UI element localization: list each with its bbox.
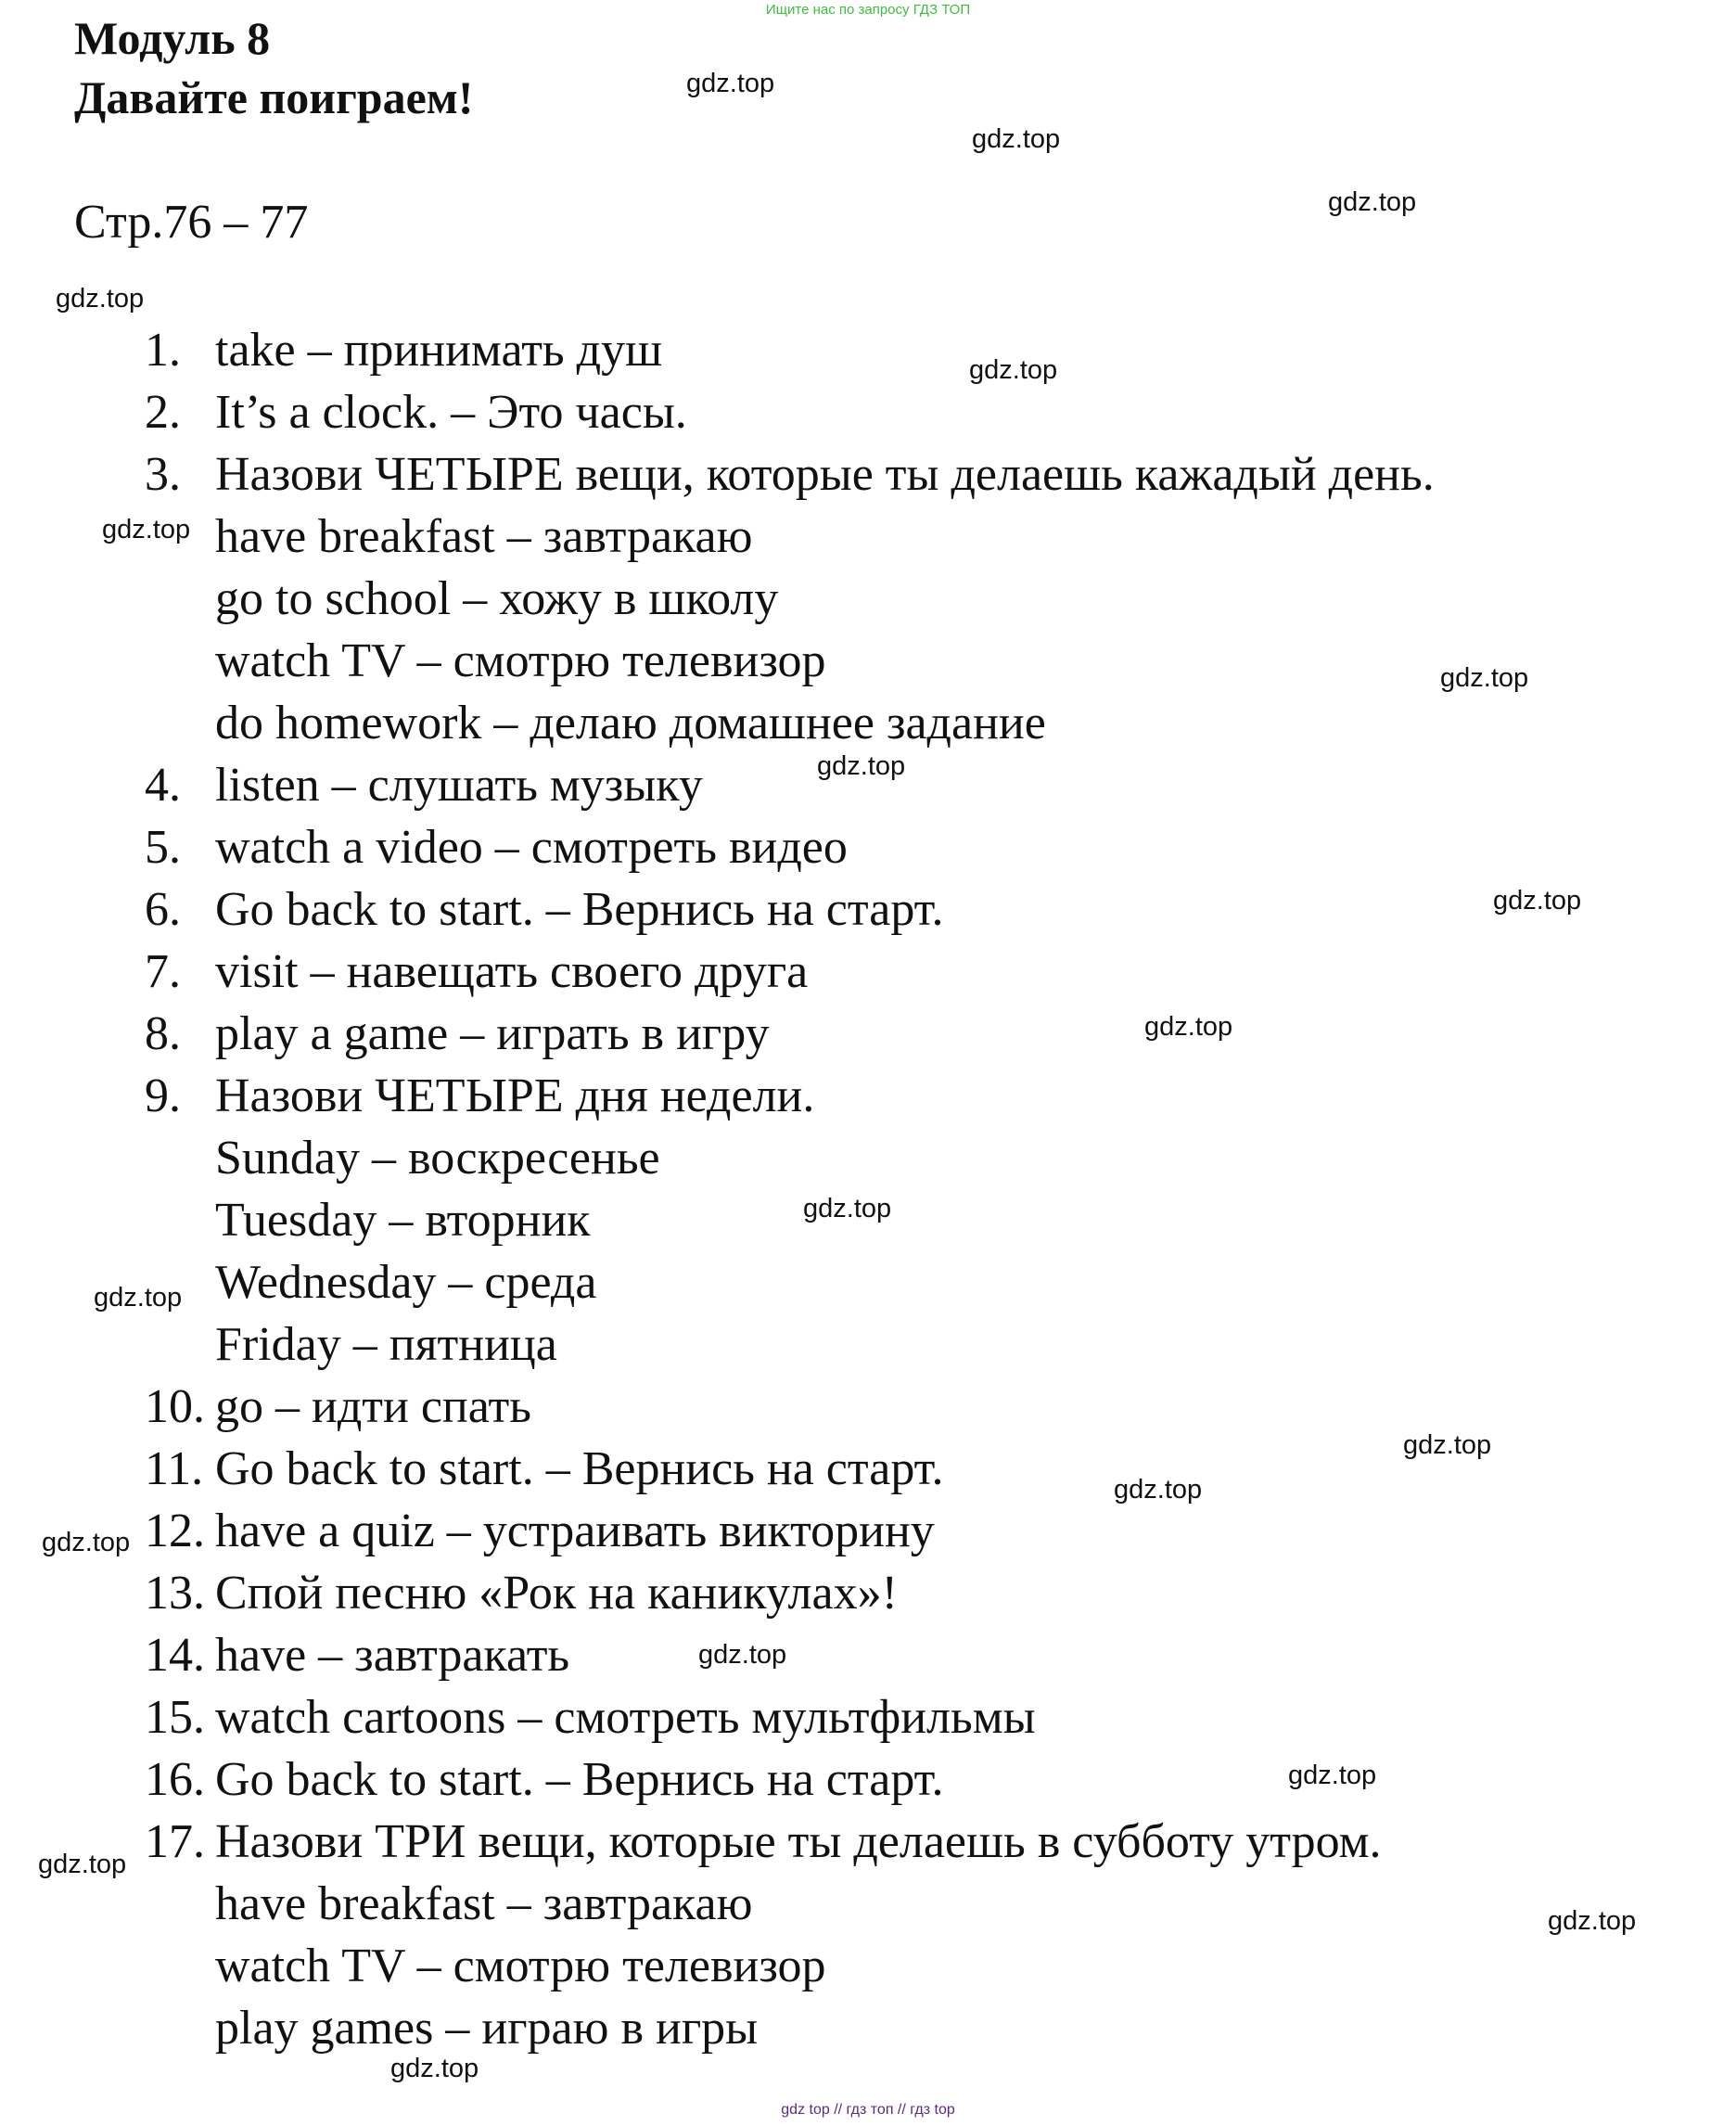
item-number: 5. [145,821,181,874]
item-text: go to school – хожу в школу [215,572,779,625]
list-item [145,448,1435,501]
item-text: play games – играю в игры [215,2002,759,2055]
watermark: gdz.top [969,355,1058,385]
watermark: gdz.top [38,1850,127,1879]
list-item [145,1942,826,1991]
item-text: Sunday – воскресенье [215,1132,660,1185]
item-number: 4. [145,759,181,812]
item-text: have a quiz – устраивать викторину [215,1505,935,1557]
item-text: Go back to start. – Вернись на старт. [215,883,944,936]
item-text: watch TV – смотрю телевизор [215,634,826,687]
module-subtitle: Давайте поиграем! [74,71,474,123]
item-text: go – идти спать [215,1380,531,1433]
watermark: gdz.top [803,1194,892,1223]
item-number: 16. [145,1753,205,1806]
item-number: 3. [145,448,181,501]
watermark: gdz.top [1144,1012,1233,1042]
list-item [145,1318,557,1371]
item-number: 14. [145,1629,205,1682]
item-text: Friday – пятница [215,1318,557,1371]
item-number: 10. [145,1380,205,1433]
item-number: 17. [145,1815,205,1868]
item-text: Tuesday – вторник [215,1194,591,1247]
item-text: have – завтракать [215,1629,570,1682]
watermark: gdz.top [42,1528,131,1557]
item-text: listen – слушать музыку [215,759,703,812]
list-item [145,1442,944,1495]
list-item [145,1815,1382,1868]
list-item [145,572,779,625]
item-number: 13. [145,1567,205,1620]
watermark: gdz.top [1548,1906,1637,1936]
item-text: Go back to start. – Вернись на старт. [215,1442,944,1495]
list-item [145,1569,898,1618]
list-item [145,634,826,687]
item-text: visit – навещать своего друга [215,945,809,998]
watermark: gdz.top [1288,1761,1377,1790]
list-item [145,1069,815,1122]
list-item [145,945,809,998]
item-text: do homework – делаю домашнее задание [215,697,1046,749]
list-item [145,1380,531,1433]
list-item [145,2004,758,2053]
item-text: have breakfast – завтракаю [215,1877,753,1930]
list-item [145,699,1046,748]
item-number: 7. [145,945,181,998]
watermark: gdz.top [1440,663,1529,693]
item-text: Wednesday – среда [215,1256,597,1309]
item-number: 8. [145,1007,181,1060]
list-item [145,1507,935,1556]
watermark: gdz.top [817,751,906,781]
item-number: 11. [145,1442,204,1495]
item-text: It’s a clock. – Это часы. [215,386,687,439]
list-item [145,1194,591,1247]
item-text: take – принимать душ [215,324,663,377]
list-item [145,759,703,812]
list-item [145,1753,944,1806]
list-item [145,1134,660,1183]
item-text: watch TV – смотрю телевизор [215,1940,826,1992]
page-reference: Стр.76 – 77 [74,196,309,249]
watermark: gdz.top [94,1283,183,1313]
item-number: 15. [145,1691,205,1744]
watermark: gdz.top [1403,1430,1492,1460]
item-text: Go back to start. – Вернись на старт. [215,1753,944,1806]
footer-watermark: gdz top // гдз топ // гдз top [781,2102,955,2118]
module-title: Модуль 8 [74,12,271,64]
list-item [145,1256,597,1309]
item-text: have breakfast – завтракаю [215,510,753,563]
item-text: watch a video – смотреть видео [215,821,848,874]
watermark: gdz.top [390,2054,479,2083]
list-item [145,1007,770,1060]
list-item [145,510,753,563]
list-item [145,386,687,439]
watermark: gdz.top [1328,187,1417,217]
watermark: gdz.top [698,1640,787,1670]
list-item [145,821,848,874]
item-number: 1. [145,324,181,377]
watermark: gdz.top [1493,886,1582,916]
top-banner: Ищите нас по запросу ГДЗ ТОП [765,2,971,18]
item-number: 6. [145,883,181,936]
item-text: Назови ЧЕТЫРЕ вещи, которые ты делаешь кажадый день. [215,448,1435,501]
list-item [145,324,663,377]
watermark: gdz.top [56,284,145,314]
list-item [145,1629,570,1682]
list-item [145,1877,753,1930]
item-number: 2. [145,386,181,439]
watermark: gdz.top [102,515,191,544]
item-text: Назови ТРИ вещи, которые ты делаешь в субботу утром. [215,1815,1382,1868]
item-text: Спой песню «Рок на каникулах»! [215,1567,898,1620]
list-item [145,1691,1036,1744]
item-number: 12. [145,1505,205,1557]
watermark: gdz.top [1114,1475,1203,1505]
item-number: 9. [145,1069,181,1122]
item-text: Назови ЧЕТЫРЕ дня недели. [215,1069,815,1122]
watermark: gdz.top [972,124,1061,154]
list-item [145,883,944,936]
watermark: gdz.top [686,69,775,98]
item-text: watch cartoons – смотреть мультфильмы [215,1691,1036,1744]
item-text: play a game – играть в игру [215,1007,770,1060]
